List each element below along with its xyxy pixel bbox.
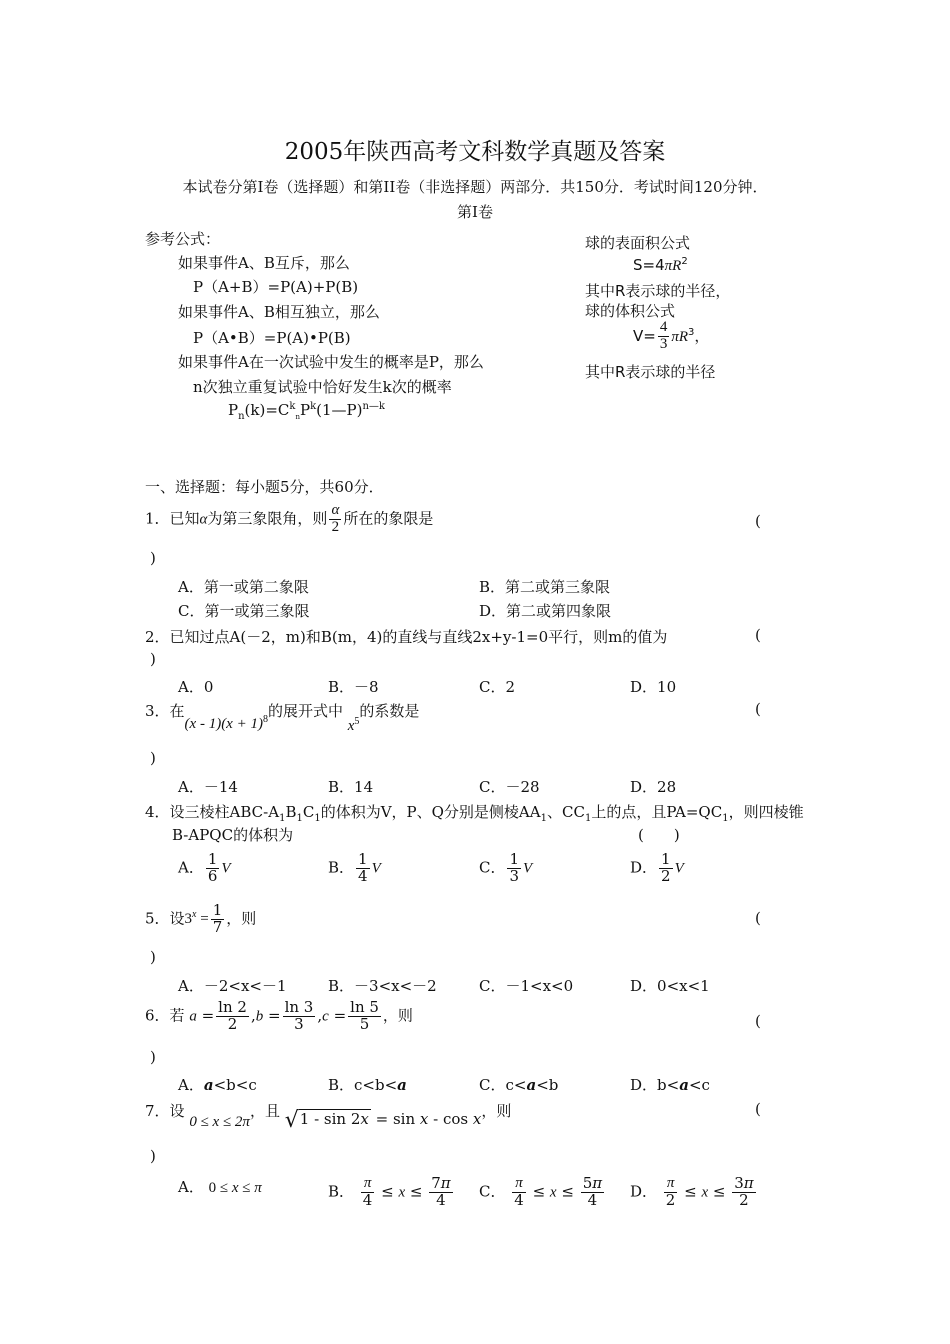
q7-option-a: A． 0 ≤ x ≤ π bbox=[178, 1178, 262, 1196]
question-4-line-2: B-APQC的体积为 bbox=[172, 826, 294, 844]
q6-option-a: A．a<b<c bbox=[178, 1076, 257, 1094]
answer-paren-open: ( bbox=[755, 626, 761, 644]
answer-paren-open: ( bbox=[755, 1100, 761, 1118]
formula-binomial: $P_n(k)=C^k_nP^k(1—P)^{n—k}$ bbox=[228, 401, 385, 422]
q3-option-c: C．－28 bbox=[479, 778, 540, 796]
part-heading: 第Ⅰ卷 bbox=[457, 203, 493, 221]
formula-sphere-area: $S=4\pi R^2$ bbox=[633, 256, 688, 274]
formula-sphere-volume: V= $\frac{4}{3}$ $\pi R^3$， bbox=[633, 319, 710, 352]
question-7: 7．设 0 ≤ x ≤ 2π，且 √1 - sin 2x = sin x - cos x，则 bbox=[145, 1102, 512, 1133]
question-1: 1．已知α为第三象限角，则 $\frac{\alpha}{2}$ 所在的象限是 bbox=[145, 502, 434, 535]
q4-option-a: A． $\frac{1}{6}$ V bbox=[178, 850, 231, 885]
q1-option-b: B．第二或第三象限 bbox=[479, 578, 611, 596]
answer-paren-open: ( bbox=[755, 1012, 761, 1030]
question-3: 3．在$(x - 1)(x + 1)^8$的展开式中 $x^5$的系数是 bbox=[145, 702, 420, 734]
formula-radius-text-2: 其中R表示球的半径 bbox=[585, 363, 716, 381]
q3-option-a: A．－14 bbox=[178, 778, 238, 796]
question-5: 5．设$3^x$ = $\frac{1}{7}$ ，则 bbox=[145, 901, 257, 936]
question-6: 6．若 a = $\frac{\ln 2}{2}$ ,b = $\frac{\ln 3}{3}$ ,c = $\frac{\ln 5}{5}$ ，则 bbox=[145, 998, 413, 1033]
formula-binomial-text-1: 如果事件A在一次试验中发生的概率是P，那么 bbox=[178, 353, 484, 371]
q6-option-b: B．c<b<a bbox=[328, 1076, 407, 1094]
q6-option-c: C．c<a<b bbox=[479, 1076, 559, 1094]
q7-option-c: C． $\frac{\pi}{4}$ ≤ x ≤ $\frac{5\pi}{4}$ bbox=[479, 1174, 603, 1209]
answer-paren-close: ) bbox=[150, 1048, 156, 1066]
q1-option-d: D．第二或第四象限 bbox=[479, 602, 612, 620]
q4-option-b: B． $\frac{1}{4}$ V bbox=[328, 850, 381, 885]
answer-paren-close: ) bbox=[150, 749, 156, 767]
answer-paren: ( ) bbox=[638, 826, 680, 844]
exam-intro: 本试卷分第Ⅰ卷（选择题）和第II卷（非选择题）两部分．共150分．考试时间120分钟． bbox=[182, 178, 768, 196]
q2-option-d: D．10 bbox=[630, 678, 677, 696]
q7-option-b: B． $\frac{\pi}{4}$ ≤ x ≤ $\frac{7\pi}{4}$ bbox=[328, 1174, 451, 1209]
formula-binomial-text-2: n次独立重复试验中恰好发生k次的概率 bbox=[193, 378, 452, 396]
answer-paren-close: ) bbox=[150, 650, 156, 668]
question-2: 2．已知过点A(－2，m)和B(m，4)的直线与直线2x+y-1=0平行，则m的值为 bbox=[145, 628, 668, 646]
q4-option-d: D． $\frac{1}{2}$ V bbox=[630, 850, 684, 885]
answer-paren-close: ) bbox=[150, 1147, 156, 1165]
q3-option-b: B．14 bbox=[328, 778, 374, 796]
q4-option-c: C． $\frac{1}{3}$ V bbox=[479, 850, 533, 885]
q5-option-a: A．－2<x<－1 bbox=[178, 977, 287, 995]
answer-paren-open: ( bbox=[755, 700, 761, 718]
formula-radius-text-1: 其中R表示球的半径， bbox=[585, 282, 731, 300]
q7-option-d: D． $\frac{\pi}{2}$ ≤ x ≤ $\frac{3\pi}{2}$ bbox=[630, 1174, 754, 1209]
answer-paren-open: ( bbox=[755, 909, 761, 927]
answer-paren-open: ( bbox=[755, 512, 761, 530]
q5-option-c: C．－1<x<0 bbox=[479, 977, 574, 995]
formula-exclusive-text: 如果事件A、B互斥，那么 bbox=[178, 254, 350, 272]
formulas-heading: 参考公式： bbox=[145, 230, 221, 248]
q6-option-d: D．b<a<c bbox=[630, 1076, 710, 1094]
answer-paren-close: ) bbox=[150, 549, 156, 567]
formula-exclusive: P（A+B）=P(A)+P(B) bbox=[193, 278, 359, 296]
formula-independent-text: 如果事件A、B相互独立，那么 bbox=[178, 303, 380, 321]
q5-option-b: B．－3<x<－2 bbox=[328, 977, 437, 995]
q2-option-b: B．－8 bbox=[328, 678, 379, 696]
q5-option-d: D．0<x<1 bbox=[630, 977, 710, 995]
q3-option-d: D．28 bbox=[630, 778, 677, 796]
page-title: 2005年陕西高考文科数学真题及答案 bbox=[284, 139, 666, 165]
q2-option-a: A．0 bbox=[178, 678, 214, 696]
question-4: 4．设三棱柱ABC-$A_1B_1C_1$的体积为V，P、Q分别是侧棱$AA_1$、$CC_1$上的点，且$PA=QC_1$，则四棱锥 bbox=[145, 803, 804, 824]
formula-sphere-volume-text: 球的体积公式 bbox=[585, 302, 676, 320]
q1-option-c: C．第一或第三象限 bbox=[178, 602, 310, 620]
formula-sphere-area-text: 球的表面积公式 bbox=[585, 234, 691, 252]
q1-option-a: A．第一或第二象限 bbox=[178, 578, 309, 596]
section-heading: 一、选择题：每小题5分，共60分． bbox=[145, 478, 384, 496]
q2-option-c: C．2 bbox=[479, 678, 516, 696]
formula-independent: P（A•B）=P(A)•P(B) bbox=[193, 329, 351, 347]
answer-paren-close: ) bbox=[150, 948, 156, 966]
